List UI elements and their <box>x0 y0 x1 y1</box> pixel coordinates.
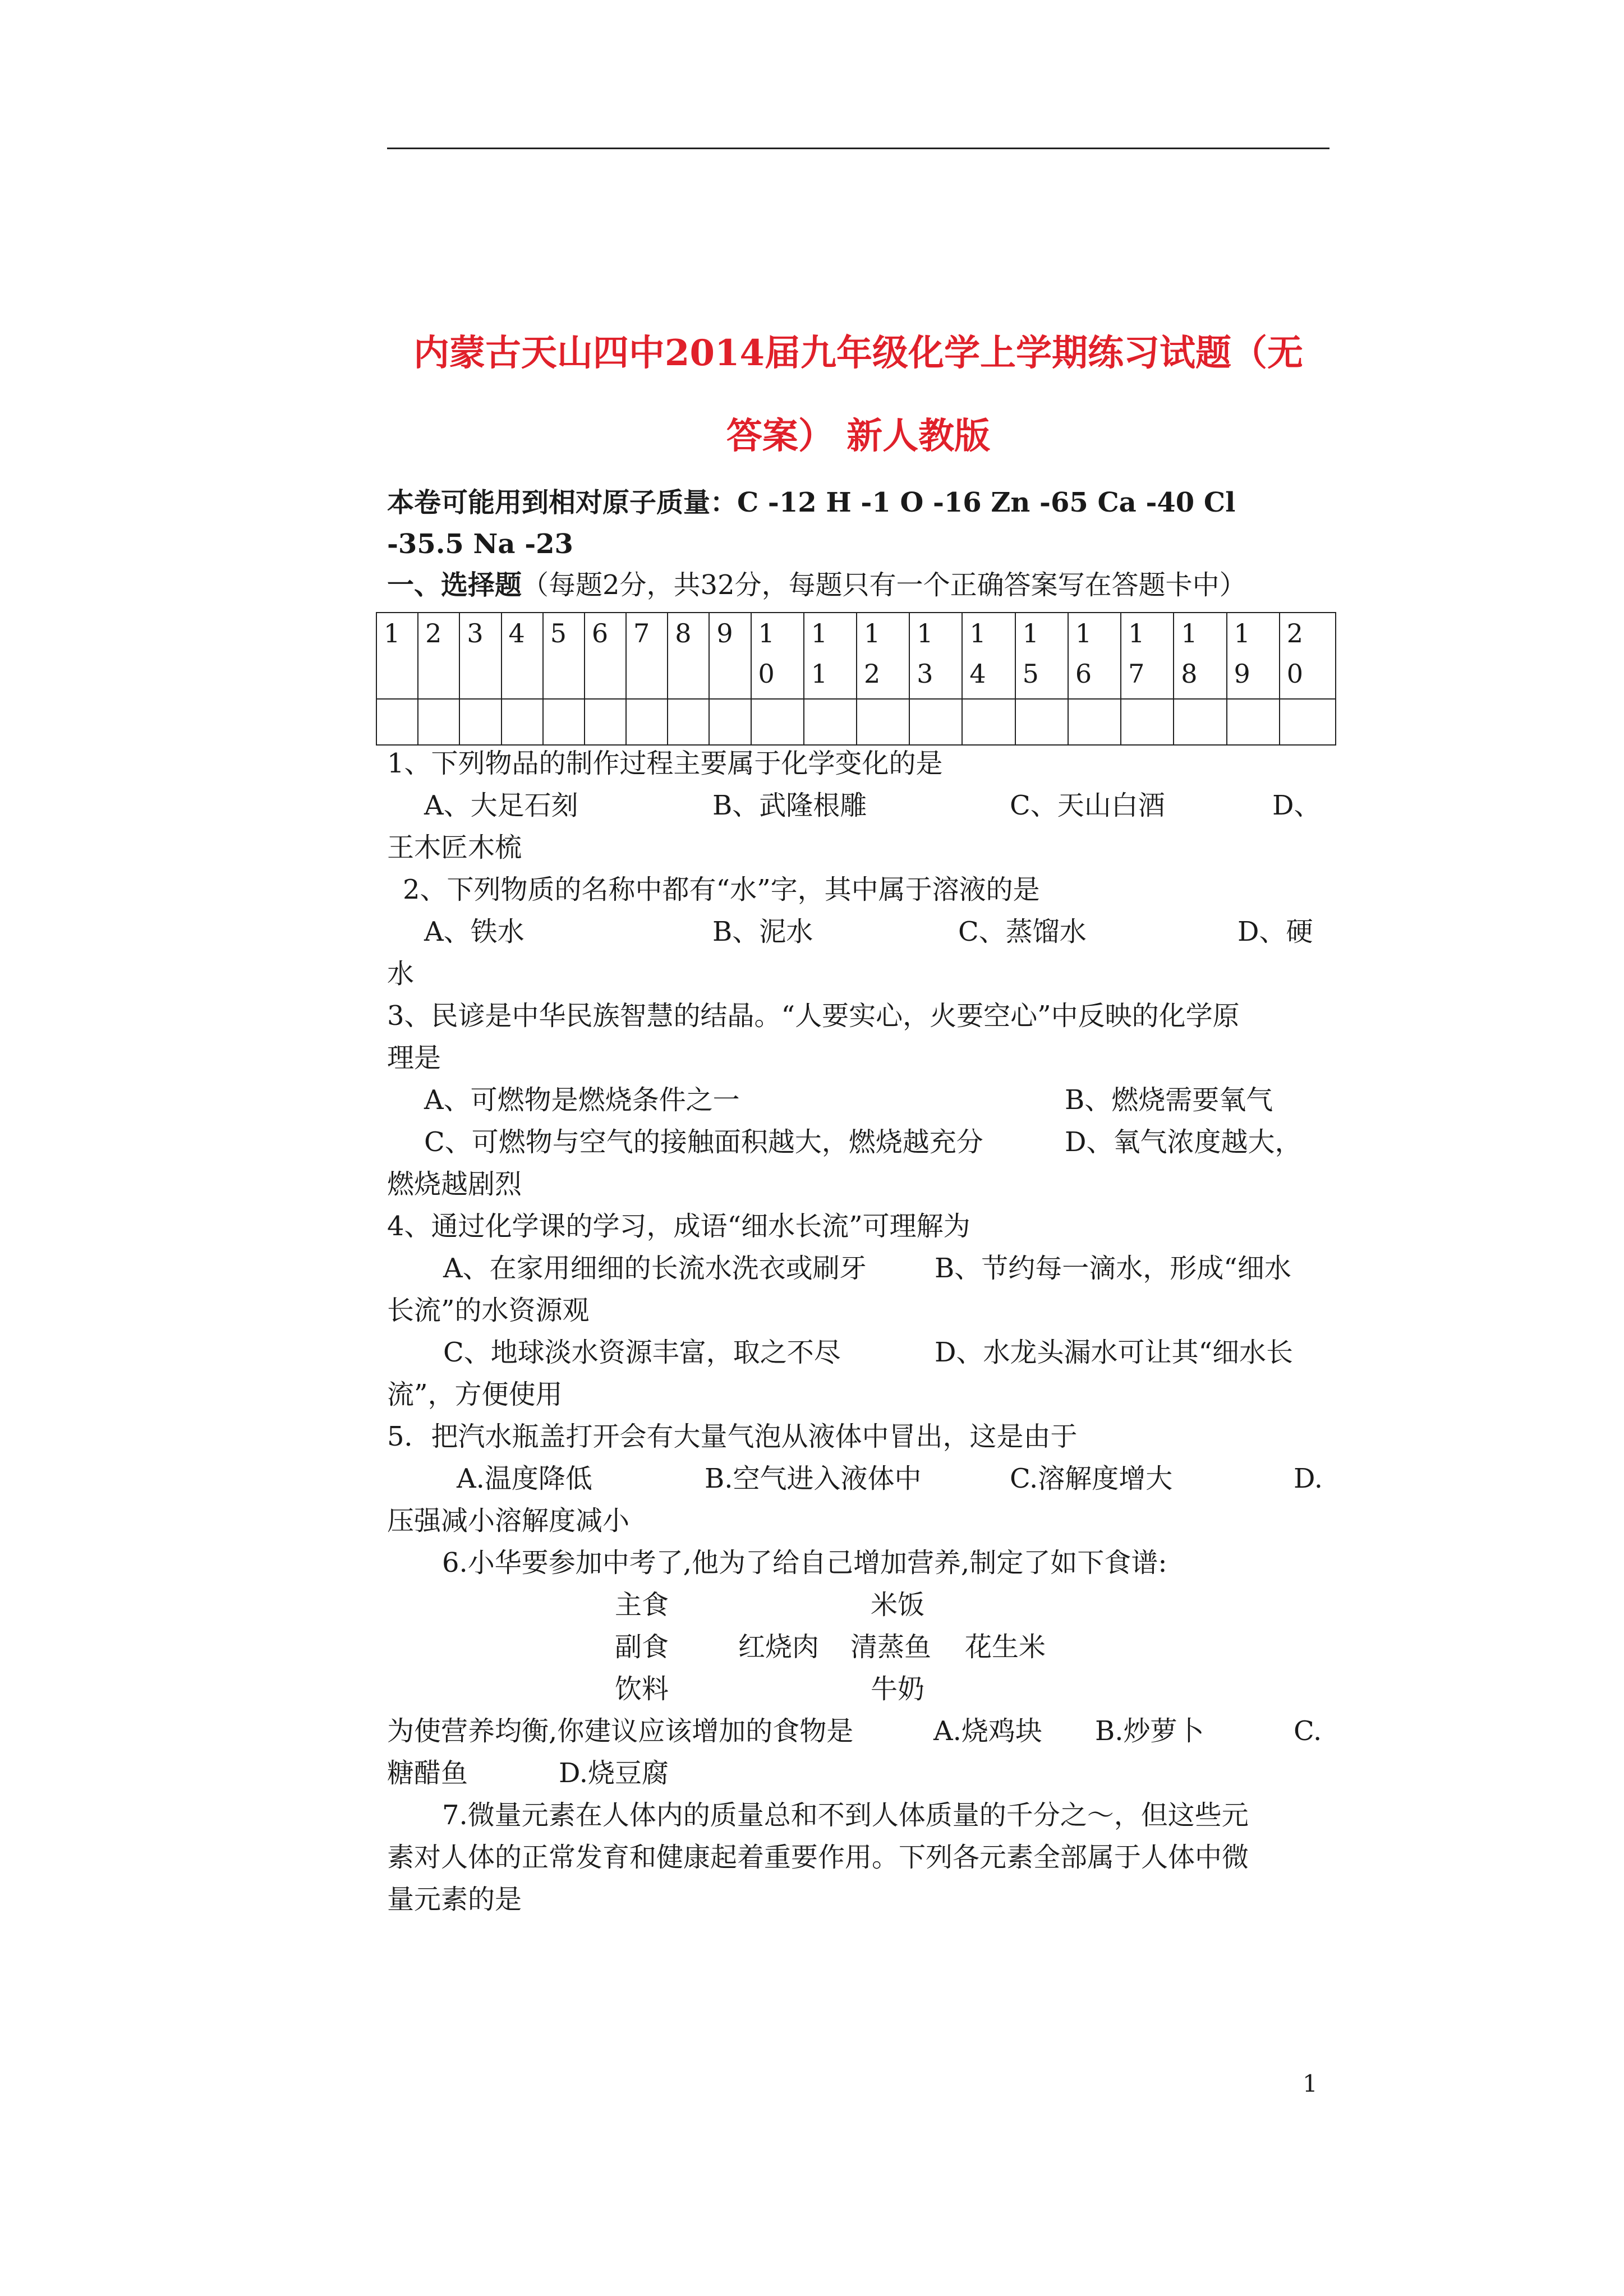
answer-number-cell <box>751 613 804 699</box>
answer-number-cell <box>1121 613 1174 699</box>
answer-number-cell <box>804 613 857 699</box>
answer-number-digit: 3 <box>917 659 933 689</box>
answer-number-digit: 1 <box>811 659 828 689</box>
answer-number-digit: 4 <box>508 618 525 648</box>
q6-menu-item-rice: 米饭 <box>871 1589 925 1621</box>
q5-option-d-tail: 压强减小溶解度减小 <box>387 1505 630 1536</box>
answer-number-digit: 1 <box>1075 618 1092 648</box>
q3-stem-line2: 理是 <box>387 1042 441 1074</box>
answer-number-digit: 2 <box>1286 618 1304 648</box>
q6-stem: 6.小华要参加中考了,他为了给自己增加营养,制定了如下食谱: <box>442 1547 1167 1579</box>
page-number: 1 <box>1303 2070 1318 2097</box>
q6-menu-label-side: 副食 <box>615 1631 669 1663</box>
q2-stem: 2、下列物质的名称中都有“水”字，其中属于溶液的是 <box>403 874 1040 905</box>
q6-menu-item-milk: 牛奶 <box>871 1673 925 1705</box>
answer-number-digit: 2 <box>425 618 442 648</box>
q4-stem: 4、通过化学课的学习，成语“细水长流”可理解为 <box>387 1211 970 1242</box>
answer-number-cell <box>962 613 1015 699</box>
answer-number-digit: 1 <box>917 618 933 648</box>
answer-number-digit: 6 <box>591 618 609 648</box>
q6-menu-item-peanuts: 花生米 <box>965 1631 1046 1663</box>
q6-option-c-tail: 糖醋鱼 <box>387 1757 468 1789</box>
answer-number-digit: 0 <box>758 659 775 689</box>
answer-number-cell <box>709 613 751 699</box>
answer-number-digit: 1 <box>1128 618 1145 648</box>
q6-prompt: 为使营养均衡,你建议应该增加的食物是 <box>387 1715 854 1747</box>
q5-option-b: B.空气进入液体中 <box>705 1463 922 1494</box>
answer-blank-cell[interactable] <box>857 699 909 745</box>
q7-stem-line3: 量元素的是 <box>387 1884 522 1915</box>
answer-number-digit: 1 <box>384 618 401 648</box>
answer-table-answer-row <box>376 699 1336 745</box>
q6-menu-item-steamed-fish: 清蒸鱼 <box>850 1631 932 1663</box>
q3-option-d-tail: 燃烧越剧烈 <box>387 1168 522 1200</box>
answer-blank-cell[interactable] <box>502 699 543 745</box>
q6-option-a: A.烧鸡块 <box>933 1715 1042 1747</box>
answer-number-cell <box>857 613 909 699</box>
atomic-masses-line1: 本卷可能用到相对原子质量：C -12 H -1 O -16 Zn -65 Ca -40 Cl <box>387 487 1236 518</box>
q3-stem-line1: 3、民谚是中华民族智慧的结晶。“人要实心，火要空心”中反映的化学原 <box>387 1000 1240 1032</box>
answer-blank-cell[interactable] <box>1121 699 1174 745</box>
answer-blank-cell[interactable] <box>543 699 585 745</box>
answer-blank-cell[interactable] <box>709 699 751 745</box>
answer-number-cell <box>1227 613 1280 699</box>
answer-number-digit: 5 <box>1022 659 1039 689</box>
answer-blank-cell[interactable] <box>1068 699 1121 745</box>
answer-number-digit: 9 <box>716 618 733 648</box>
answer-blank-cell[interactable] <box>1227 699 1280 745</box>
answer-blank-cell[interactable] <box>459 699 501 745</box>
section-note: （每题2分，共32分，每题只有一个正确答案写在答题卡中） <box>522 569 1246 601</box>
answer-blank-cell[interactable] <box>376 699 418 745</box>
q1-option-b: B、武隆根雕 <box>712 790 867 821</box>
answer-number-digit: 4 <box>969 659 986 689</box>
q5-option-a: A.温度降低 <box>457 1463 592 1494</box>
answer-blank-cell[interactable] <box>962 699 1015 745</box>
q7-stem-line2: 素对人体的正常发育和健康起着重要作用。下列各元素全部属于人体中微 <box>387 1842 1249 1873</box>
q5-option-d-head: D. <box>1294 1463 1323 1494</box>
section-heading <box>387 569 1329 601</box>
q5-option-c: C.溶解度增大 <box>1010 1463 1173 1494</box>
q1-option-a: A、大足石刻 <box>424 790 578 821</box>
answer-number-digit: 5 <box>550 618 567 648</box>
answer-number-digit: 3 <box>467 618 484 648</box>
q6-menu-item-braised-pork: 红烧肉 <box>738 1631 820 1663</box>
q7-stem-line1: 7.微量元素在人体内的质量总和不到人体质量的千分之～，但这些元 <box>442 1800 1249 1831</box>
answer-number-digit: 6 <box>1075 659 1092 689</box>
answer-number-cell <box>909 613 962 699</box>
answer-blank-cell[interactable] <box>909 699 962 745</box>
q3-option-a: A、可燃物是燃烧条件之一 <box>424 1084 740 1116</box>
q4-option-d-tail: 流”，方便使用 <box>387 1379 563 1410</box>
q2-option-c: C、蒸馏水 <box>958 916 1087 947</box>
q2-option-d-head: D、硬 <box>1237 916 1313 947</box>
answer-blank-cell[interactable] <box>668 699 709 745</box>
answer-number-cell <box>543 613 585 699</box>
answer-table-number-row <box>376 613 1336 699</box>
answer-table <box>376 612 1336 746</box>
q1-stem: 1、下列物品的制作过程主要属于化学变化的是 <box>387 748 943 779</box>
answer-number-digit: 1 <box>758 618 775 648</box>
q2-option-a: A、铁水 <box>424 916 525 947</box>
answer-number-digit: 1 <box>811 618 828 648</box>
answer-blank-cell[interactable] <box>1015 699 1068 745</box>
answer-blank-cell[interactable] <box>804 699 857 745</box>
answer-number-cell <box>376 613 418 699</box>
document-title-line1: 内蒙古天山四中2014届九年级化学上学期练习试题（无 <box>413 332 1304 374</box>
q1-option-c: C、天山白酒 <box>1010 790 1165 821</box>
answer-blank-cell[interactable] <box>1280 699 1336 745</box>
answer-number-digit: 0 <box>1286 659 1304 689</box>
answer-number-digit: 2 <box>863 659 881 689</box>
q3-option-d-head: D、氧气浓度越大， <box>1065 1126 1302 1158</box>
q4-option-d-head: D、水龙头漏水可让其“细水长 <box>935 1337 1294 1368</box>
atomic-masses-line2: -35.5 Na -23 <box>387 528 573 560</box>
answer-number-digit: 7 <box>633 618 650 648</box>
q2-option-b: B、泥水 <box>712 916 813 947</box>
section-title: 一、选择题 <box>387 569 522 601</box>
q4-option-b-tail: 长流”的水资源观 <box>387 1295 590 1326</box>
answer-number-cell <box>626 613 668 699</box>
answer-number-digit: 1 <box>969 618 986 648</box>
answer-number-cell <box>1174 613 1226 699</box>
answer-number-cell <box>459 613 501 699</box>
answer-number-cell <box>1015 613 1068 699</box>
answer-blank-cell[interactable] <box>751 699 804 745</box>
q6-menu-label-drink: 饮料 <box>615 1673 669 1705</box>
answer-blank-cell[interactable] <box>1174 699 1226 745</box>
answer-number-digit: 8 <box>675 618 692 648</box>
q6-option-b: B.炒萝卜 <box>1095 1715 1204 1747</box>
q6-option-d: D.烧豆腐 <box>559 1757 669 1789</box>
answer-blank-cell[interactable] <box>585 699 626 745</box>
answer-blank-cell[interactable] <box>418 699 459 745</box>
q6-option-c-head: C. <box>1294 1715 1322 1747</box>
answer-blank-cell[interactable] <box>626 699 668 745</box>
answer-number-digit: 1 <box>1022 618 1039 648</box>
answer-number-cell <box>668 613 709 699</box>
q2-option-d-tail: 水 <box>387 958 415 990</box>
q4-option-c: C、地球淡水资源丰富，取之不尽 <box>443 1337 841 1368</box>
q1-option-d-head: D、 <box>1272 790 1321 821</box>
q4-option-a: A、在家用细细的长流水洗衣或刷牙 <box>443 1253 867 1284</box>
answer-number-cell <box>585 613 626 699</box>
q4-option-b-head: B、节约每一滴水，形成“细水 <box>935 1253 1291 1284</box>
answer-number-digit: 9 <box>1234 659 1250 689</box>
q5-stem: 5．把汽水瓶盖打开会有大量气泡从液体中冒出，这是由于 <box>387 1421 1078 1452</box>
q3-option-c: C、可燃物与空气的接触面积越大，燃烧越充分 <box>424 1126 983 1158</box>
answer-number-cell <box>502 613 543 699</box>
answer-number-cell <box>1068 613 1121 699</box>
q3-option-b: B、燃烧需要氧气 <box>1065 1084 1273 1116</box>
answer-number-digit: 8 <box>1181 659 1198 689</box>
answer-number-cell <box>1280 613 1336 699</box>
answer-number-cell <box>418 613 459 699</box>
answer-number-digit: 1 <box>1181 618 1198 648</box>
header-rule <box>387 148 1329 149</box>
q6-menu-label-staple: 主食 <box>615 1589 669 1621</box>
document-title-line2: 答案） 新人教版 <box>726 415 991 457</box>
answer-number-digit: 1 <box>863 618 881 648</box>
answer-number-digit: 1 <box>1234 618 1250 648</box>
q1-option-d-tail: 王木匠木梳 <box>387 832 522 863</box>
answer-number-digit: 7 <box>1128 659 1145 689</box>
